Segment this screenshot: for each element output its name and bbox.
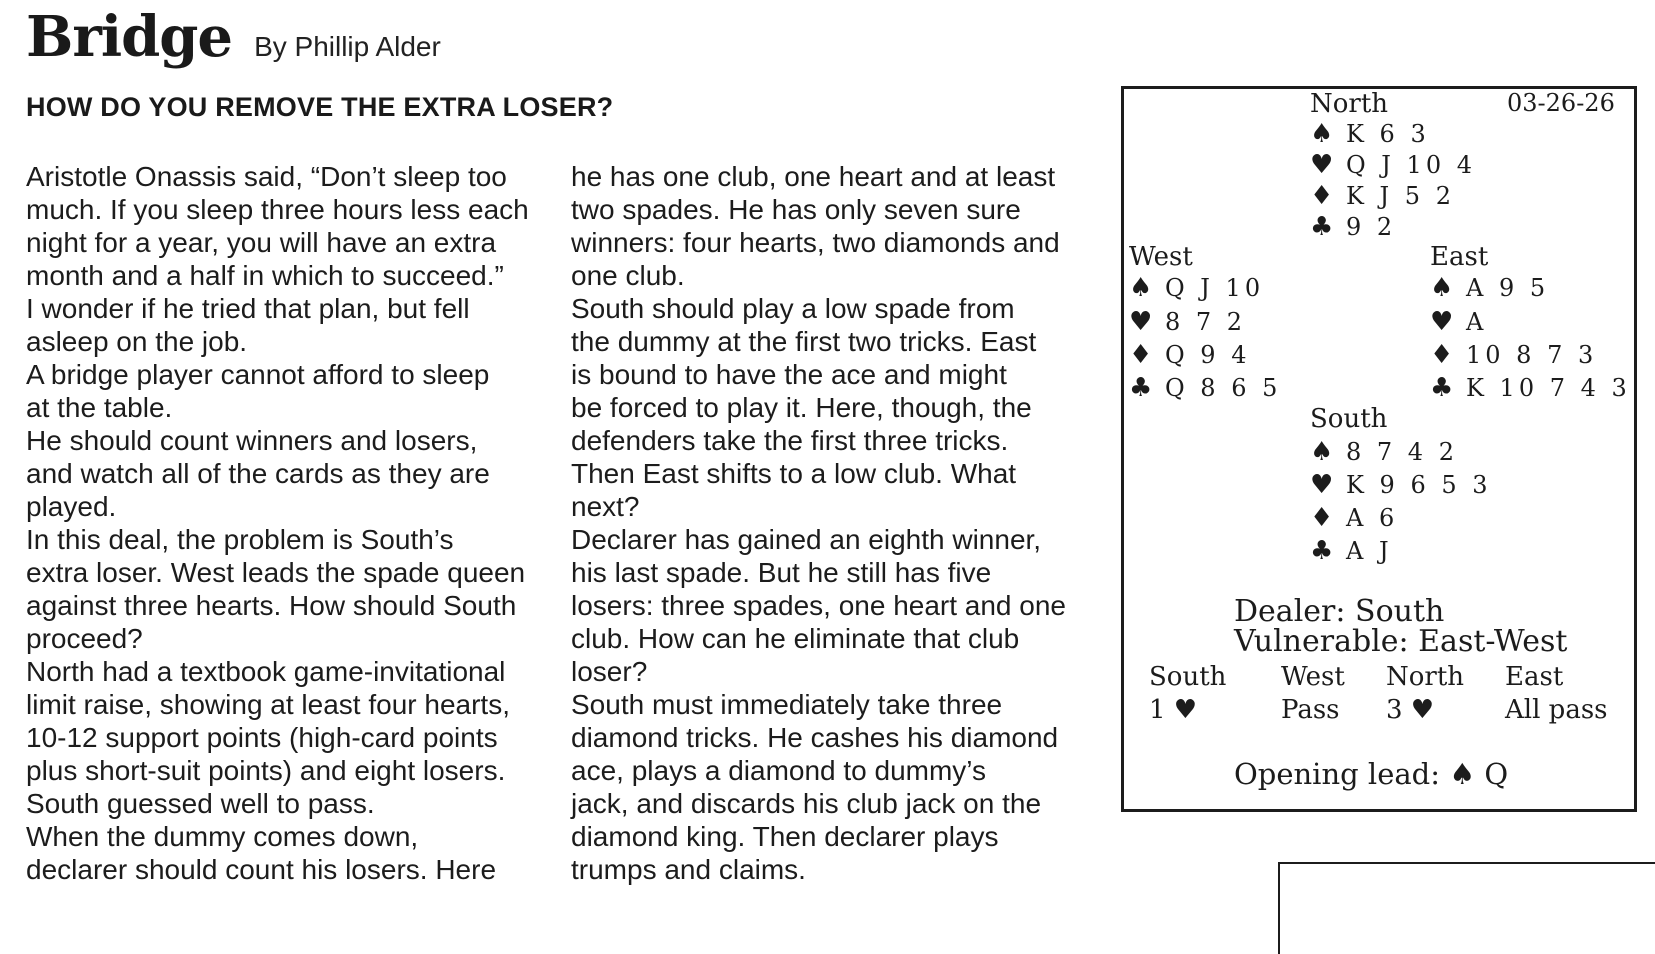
article-line: club. How can he eliminate that club <box>571 623 1020 654</box>
club-icon: ♣ <box>1430 373 1454 403</box>
article-line: A bridge player cannot afford to sleep <box>26 359 490 390</box>
club-icon: ♣ <box>1310 212 1334 242</box>
article-line: and watch all of the cards as they are <box>26 458 490 489</box>
article-line: trumps and claims. <box>571 854 806 885</box>
south-hearts: ♥ K 9 6 5 3 <box>1310 470 1492 500</box>
article-line: much. If you sleep three hours less each <box>26 194 529 225</box>
diamond-icon: ♦ <box>1129 340 1153 370</box>
south-label: South <box>1310 404 1388 434</box>
south-diamonds: ♦ A 6 <box>1310 503 1399 533</box>
article-line: defenders take the first three tricks. <box>571 425 1009 456</box>
spade-icon: ♠ <box>1310 437 1334 467</box>
article-line: North had a textbook game-invitational <box>26 656 506 687</box>
north-label: North <box>1310 89 1389 119</box>
north-diamonds: ♦ K J 5 2 <box>1310 181 1455 211</box>
east-hearts: ♥ A <box>1430 307 1488 337</box>
spade-icon: ♠ <box>1129 273 1153 303</box>
opening-lead: Opening lead: ♠ Q <box>1234 757 1509 791</box>
west-hearts: ♥ 8 7 2 <box>1129 307 1247 337</box>
diamond-icon: ♦ <box>1430 340 1454 370</box>
article-line: diamond tricks. He cashes his diamond <box>571 722 1059 753</box>
article-line: is bound to have the ace and might <box>571 359 1007 390</box>
dealer-info: Dealer: South <box>1234 594 1445 629</box>
auction-bid-east: All pass <box>1505 695 1608 725</box>
heart-icon: ♥ <box>1430 307 1454 337</box>
article-line: I wonder if he tried that plan, but fell <box>26 293 470 324</box>
article-line: loser? <box>571 656 648 687</box>
adjacent-panel-border <box>1278 862 1655 954</box>
heart-icon: ♥ <box>1310 470 1334 500</box>
article-line: Declarer has gained an eighth winner, <box>571 524 1042 555</box>
article-line: his last spade. But he still has five <box>571 557 992 588</box>
west-spades: ♠ Q J 10 <box>1129 273 1265 303</box>
article-line: ace, plays a diamond to dummy’s <box>571 755 987 786</box>
auction-header-south: South <box>1149 662 1227 692</box>
west-label: West <box>1129 242 1193 272</box>
article-line: He should count winners and losers, <box>26 425 478 456</box>
west-diamonds: ♦ Q 9 4 <box>1129 340 1251 370</box>
east-diamonds: ♦ 10 8 7 3 <box>1430 340 1598 370</box>
deal-date: 03-26-26 <box>1507 89 1615 117</box>
south-clubs: ♣ A J <box>1310 536 1393 566</box>
auction-header-east: East <box>1505 662 1564 692</box>
spade-icon: ♠ <box>1430 273 1454 303</box>
heart-icon: ♥ <box>1129 307 1153 337</box>
article-line: two spades. He has only seven sure <box>571 194 1021 225</box>
auction-header-north: North <box>1386 662 1465 692</box>
article-line: night for a year, you will have an extra <box>26 227 497 258</box>
article-line: limit raise, showing at least four hearts, <box>26 689 510 720</box>
club-icon: ♣ <box>1129 373 1153 403</box>
article-line: South should play a low spade from <box>571 293 1015 324</box>
article-line: next? <box>571 491 640 522</box>
auction-bid-north: 3 ♥ <box>1386 695 1435 725</box>
spade-icon: ♠ <box>1310 119 1334 149</box>
article-line: the dummy at the first two tricks. East <box>571 326 1037 357</box>
article-line: asleep on the job. <box>26 326 248 357</box>
article-line: extra loser. West leads the spade queen <box>26 557 526 588</box>
article-line: South must immediately take three <box>571 689 1003 720</box>
article-line: When the dummy comes down, <box>26 821 419 852</box>
east-label: East <box>1430 242 1489 272</box>
article-line: month and a half in which to succeed.” <box>26 260 504 291</box>
deal-diagram <box>1121 86 1637 812</box>
club-icon: ♣ <box>1310 536 1334 566</box>
west-clubs: ♣ Q 8 6 5 <box>1129 373 1282 403</box>
article-line: against three hearts. How should South <box>26 590 517 621</box>
north-spades: ♠ K 6 3 <box>1310 119 1430 149</box>
vulnerable-info: Vulnerable: East-West <box>1234 624 1568 659</box>
article-line: 10-12 support points (high-card points <box>26 722 498 753</box>
article-line: one club. <box>571 260 685 291</box>
article-line: Then East shifts to a low club. What <box>571 458 1017 489</box>
article-line: he has one club, one heart and at least <box>571 161 1056 192</box>
north-clubs: ♣ 9 2 <box>1310 212 1397 242</box>
north-hearts: ♥ Q J 10 4 <box>1310 150 1476 180</box>
article-line: at the table. <box>26 392 173 423</box>
article-line: plus short-suit points) and eight losers. <box>26 755 506 786</box>
article-line: South guessed well to pass. <box>26 788 375 819</box>
article-line: jack, and discards his club jack on the <box>571 788 1042 819</box>
auction-header-west: West <box>1281 662 1345 692</box>
diamond-icon: ♦ <box>1310 503 1334 533</box>
east-spades: ♠ A 9 5 <box>1430 273 1550 303</box>
article-line: Aristotle Onassis said, “Don’t sleep too <box>26 161 507 192</box>
article-line: played. <box>26 491 117 522</box>
auction-bid-south: 1 ♥ <box>1149 695 1198 725</box>
headline: HOW DO YOU REMOVE THE EXTRA LOSER? <box>26 92 614 122</box>
article-line: proceed? <box>26 623 143 654</box>
article-line: losers: three spades, one heart and one <box>571 590 1067 621</box>
article-line: winners: four hearts, two diamonds and <box>571 227 1060 258</box>
article-line: declarer should count his losers. Here <box>26 854 497 885</box>
article-line: diamond king. Then declarer plays <box>571 821 999 852</box>
heart-icon: ♥ <box>1310 150 1334 180</box>
masthead <box>26 4 441 70</box>
page-title: Bridge <box>26 4 233 70</box>
article-column-2 <box>571 160 1091 886</box>
auction-bid-west: Pass <box>1281 695 1340 725</box>
byline: By Phillip Alder <box>254 31 441 62</box>
article-column-1 <box>26 160 529 886</box>
diamond-icon: ♦ <box>1310 181 1334 211</box>
article-line: be forced to play it. Here, though, the <box>571 392 1032 423</box>
south-spades: ♠ 8 7 4 2 <box>1310 437 1458 467</box>
east-clubs: ♣ K 10 7 4 3 <box>1430 373 1631 403</box>
article-line: In this deal, the problem is South’s <box>26 524 454 555</box>
